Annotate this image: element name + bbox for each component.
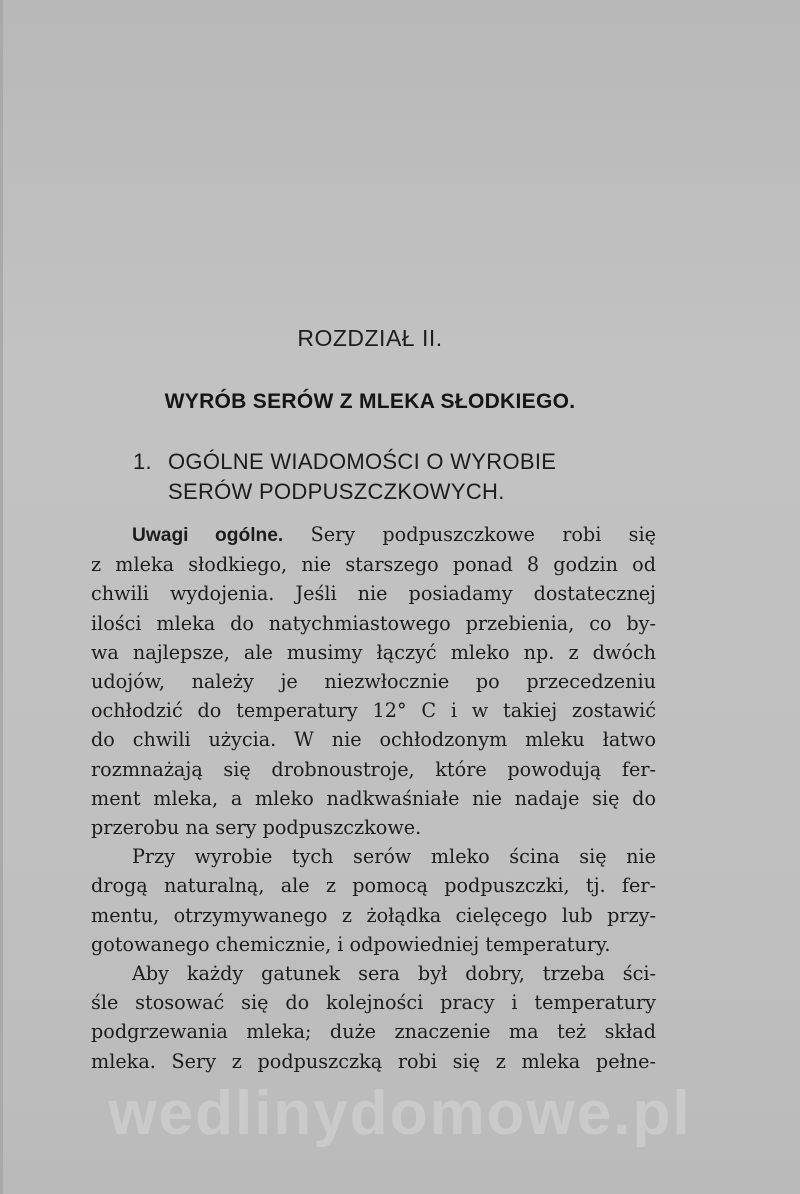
paragraph-line: śle stosować się do kolejności pracy i temperatury [91, 991, 656, 1015]
section-title-part-2: SERÓW PODPUSZCZKOWYCH. [168, 479, 505, 504]
paragraph-line: ilości mleka do natychmiastowego przebienia, co by- [91, 611, 656, 635]
paragraph-line: mleka. Sery z podpuszczką robi się z mleka pełne- [91, 1049, 656, 1073]
chapter-heading: ROZDZIAŁ II. [297, 325, 443, 351]
paragraph-line: z mleka słodkiego, nie starszego ponad 8 godzin od [91, 553, 656, 577]
paragraph-line: Aby każdy gatunek sera był dobry, trzeba ści- [132, 962, 656, 986]
paragraph-line: drogą naturalną, ale z pomocą podpuszczki, tj. fer- [91, 874, 656, 898]
paragraph-line: rozmnażają się drobnoustroje, które powodują fer- [91, 757, 656, 781]
paragraph-line: udojów, należy je niezwłocznie po przecedzeniu [91, 670, 656, 694]
paragraph-line: mentu, otrzymywanego z żołądka cielęcego lub przy- [91, 903, 656, 927]
paragraph-line: podgrzewania mleka; duże znaczenie ma też skład [91, 1020, 656, 1044]
paragraph-line: do chwili użycia. W nie ochłodzonym mleku łatwo [91, 728, 656, 752]
section-number: 1. [133, 449, 152, 474]
paragraph-line: ment mleka, a mleko nadkwaśniałe nie nadaje się do [91, 786, 656, 810]
watermark: wedlinydomowe.pl [108, 1079, 692, 1148]
page-edge-shadow [0, 0, 3, 1194]
paragraph-line: gotowanego chemicznie, i odpowiedniej temperatury. [91, 932, 611, 956]
paragraph-line: ochłodzić do temperatury 12° C i w takiej zostawić [91, 699, 656, 723]
section-heading-line-1 [133, 447, 556, 477]
chapter-title: WYRÓB SERÓW Z MLEKA SŁODKIEGO. [164, 390, 576, 413]
paragraph-line: Przy wyrobie tych serów mleko ścina się nie [132, 845, 656, 869]
paragraph-line: chwili wydojenia. Jeśli nie posiadamy dostatecznej [91, 582, 656, 606]
paragraph-line-text: Sery podpuszczkowe robi się [283, 523, 656, 546]
run-in-heading: Uwagi ogólne. [132, 525, 284, 546]
paragraph-line: wa najlepsze, ale musimy łączyć mleko np. z dwóch [91, 640, 656, 664]
paragraph-line [91, 520, 656, 550]
body-text [91, 520, 656, 1076]
paragraph-line: przerobu na sery podpuszczkowe. [91, 816, 422, 840]
section-title-part-1: OGÓLNE WIADOMOŚCI O WYROBIE [168, 449, 557, 474]
section-heading [133, 447, 556, 507]
